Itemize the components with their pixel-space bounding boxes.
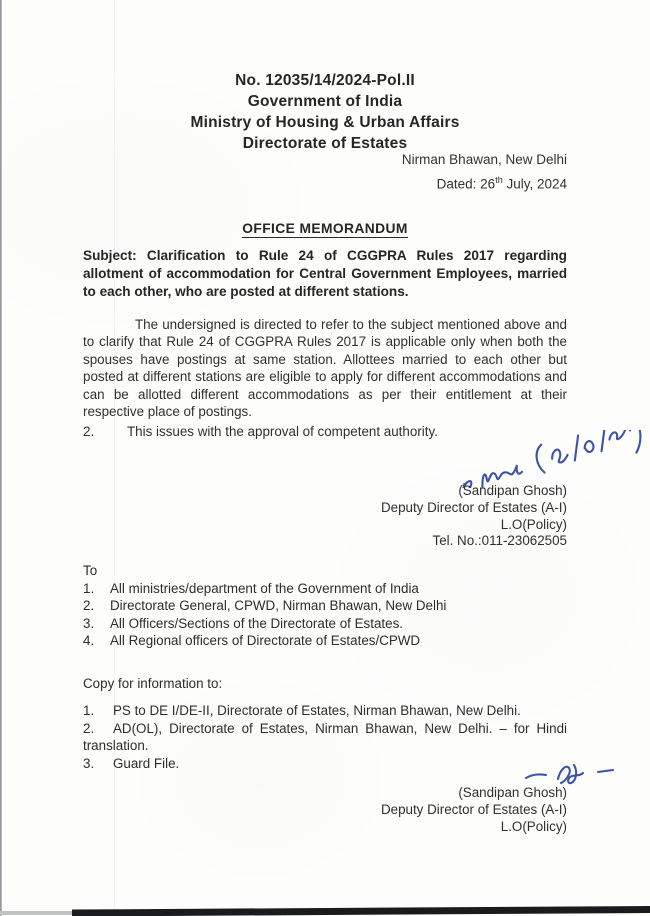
list-text: All Regional officers of Directorate of Estates/CPWD	[110, 633, 421, 649]
copy-list-item	[83, 755, 567, 773]
to-list-item	[83, 615, 567, 632]
memo-heading: OFFICE MEMORANDUM	[242, 221, 408, 236]
copy-list-item	[83, 702, 567, 720]
body-paragraph-1: The undersigned is directed to refer to the subject mentioned above and to clarify that Rule 24 of CGGPRA Rules 2017 is applicable only when both the spouses have postings at same station. Allottees married to each other but posted at different stations are eligible to apply for different accommodations and can be allotted different accommodations as per their entitlement at their respective place of postings.	[83, 317, 567, 420]
signatory-office: L.O(Policy)	[500, 818, 567, 834]
heading-wrap	[0, 220, 650, 238]
list-number: 3.	[83, 755, 95, 771]
date-line	[402, 170, 567, 195]
list-text: AD(OL), Directorate of Estates, Nirman Bhawan, New Delhi. – for Hindi translation.	[83, 720, 567, 754]
date-ordinal-suffix: th	[495, 175, 503, 185]
signatory-designation: Deputy Director of Estates (A-I)	[380, 499, 567, 515]
date-suffix: July, 2024	[502, 176, 567, 192]
list-text: All ministries/department of the Government of India	[110, 581, 419, 596]
subject-line: Subject: Clarification to Rule 24 of CGGPRA Rules 2017 regarding allotment of accommodation for Central Government Employees, married to each other, who are posted at different stations.	[83, 248, 567, 299]
list-number: 4.	[83, 633, 95, 649]
list-number: 1.	[83, 703, 95, 718]
place-line: Nirman Bhawan, New Delhi	[401, 152, 567, 167]
to-label: To	[83, 563, 98, 578]
reference-number: No. 12035/14/2024-Pol.II	[235, 72, 415, 89]
paragraph-text: This issues with the approval of competent authority.	[127, 424, 438, 439]
to-list-item	[83, 580, 567, 597]
place-date-block	[402, 150, 567, 195]
copy-info-label: Copy for information to:	[83, 676, 223, 691]
org-line-ministry: Ministry of Housing & Urban Affairs	[190, 114, 460, 131]
list-text: Guard File.	[113, 755, 180, 771]
list-number: 1.	[83, 581, 95, 596]
signatory-phone: Tel. No.:011-23062505	[432, 533, 567, 549]
list-number: 2.	[83, 598, 95, 614]
signatory-name: (Sandipan Ghosh)	[458, 483, 567, 498]
to-list-item	[83, 632, 567, 649]
list-text: All Officers/Sections of the Directorate of Estates.	[110, 615, 403, 631]
paragraph-number: 2.	[83, 424, 95, 439]
to-list	[83, 580, 567, 650]
copy-list-item	[83, 720, 567, 755]
list-number: 3.	[83, 615, 95, 631]
signature-scribble	[448, 430, 644, 488]
signatory-name: (Sandipan Ghosh)	[458, 785, 567, 800]
date-prefix: Dated: 26	[436, 176, 496, 192]
letterhead	[0, 70, 650, 154]
scan-edge-bottom	[72, 906, 650, 916]
signatory-designation: Deputy Director of Estates (A-I)	[380, 801, 567, 817]
signature-block-1	[381, 483, 567, 550]
signatory-office: L.O(Policy)	[500, 516, 567, 532]
list-number: 2.	[83, 720, 95, 736]
list-text: Directorate General, CPWD, Nirman Bhawan, New Delhi	[110, 598, 447, 614]
org-line-government: Government of India	[247, 93, 403, 110]
signature-block-2	[381, 785, 567, 835]
list-text: PS to DE I/DE-II, Directorate of Estates, Nirman Bhawan, New Delhi.	[113, 703, 521, 718]
to-list-item	[83, 597, 567, 614]
copy-info-list	[83, 702, 567, 772]
org-line-directorate: Directorate of Estates	[242, 135, 408, 152]
